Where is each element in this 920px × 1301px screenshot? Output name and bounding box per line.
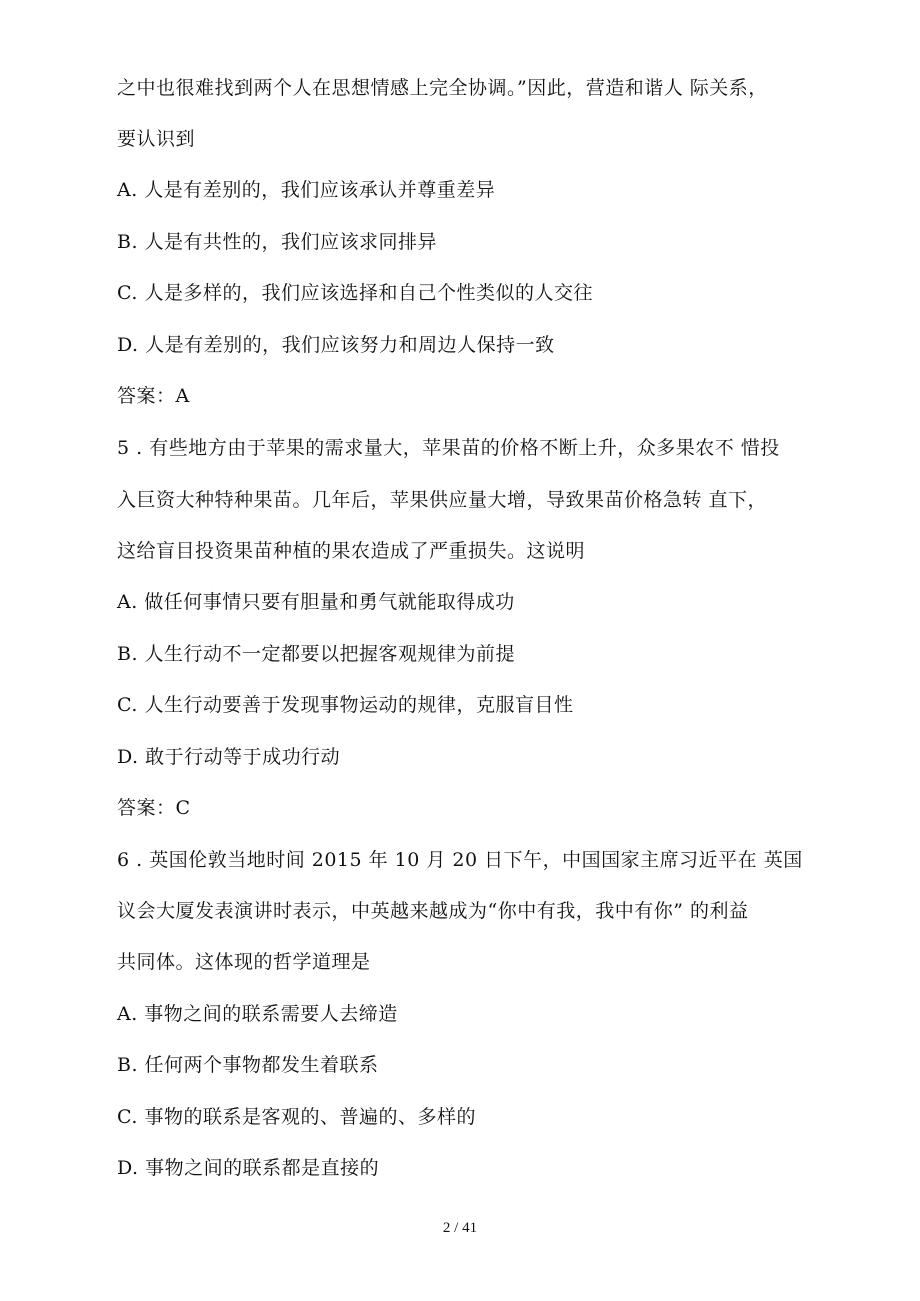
question-5-option-a: A. 做任何事情只要有胆量和勇气就能取得成功 [117,591,515,613]
question-6-stem-line-3: 共同体。这体现的哲学道理是 [117,951,371,973]
question-5-stem-line-1: 5 . 有些地方由于苹果的需求量大，苹果苗的价格不断上升，众多果农不 惜投 [117,437,780,459]
question-4-stem-line-1: 之中也很难找到两个人在思想情感上完全协调。”因此，营造和谐人 际关系， [117,77,768,99]
question-5-option-c: C. 人生行动要善于发现事物运动的规律，克服盲目性 [117,694,574,716]
question-5-answer: 答案：C [117,797,191,819]
question-6-option-d: D. 事物之间的联系都是直接的 [117,1157,380,1179]
question-4-answer: 答案：A [117,385,190,407]
question-6-stem-line-1: 6 . 英国伦敦当地时间 2015 年 10 月 20 日下午，中国国家主席习近平在 英国 [117,849,803,871]
question-5-stem-line-2: 入巨资大种特种果苗。几年后，苹果供应量大增，导致果苗价格急转 直下， [117,489,768,511]
question-6-option-c: C. 事物的联系是客观的、普遍的、多样的 [117,1106,476,1128]
question-4-option-c: C. 人是多样的，我们应该选择和自己个性类似的人交往 [117,282,593,304]
question-5-option-d: D. 敢于行动等于成功行动 [117,746,341,768]
question-4-option-d: D. 人是有差别的，我们应该努力和周边人保持一致 [117,334,555,356]
question-6-option-b: B. 任何两个事物都发生着联系 [117,1054,379,1076]
question-4-option-a: A. 人是有差别的，我们应该承认并尊重差异 [117,179,496,201]
question-6-stem-line-2: 议会大厦发表演讲时表示，中英越来越成为“你中有我，我中有你” 的利益 [117,900,749,922]
question-5-stem-line-3: 这给盲目投资果苗种植的果农造成了严重损失。这说明 [117,540,586,562]
question-4-stem-line-2: 要认识到 [117,128,196,150]
question-4-option-b: B. 人是有共性的，我们应该求同排异 [117,231,438,253]
page-number: 2 / 41 [442,1220,478,1236]
question-5-option-b: B. 人生行动不一定都要以把握客观规律为前提 [117,643,516,665]
question-6-option-a: A. 事物之间的联系需要人去缔造 [117,1003,398,1025]
